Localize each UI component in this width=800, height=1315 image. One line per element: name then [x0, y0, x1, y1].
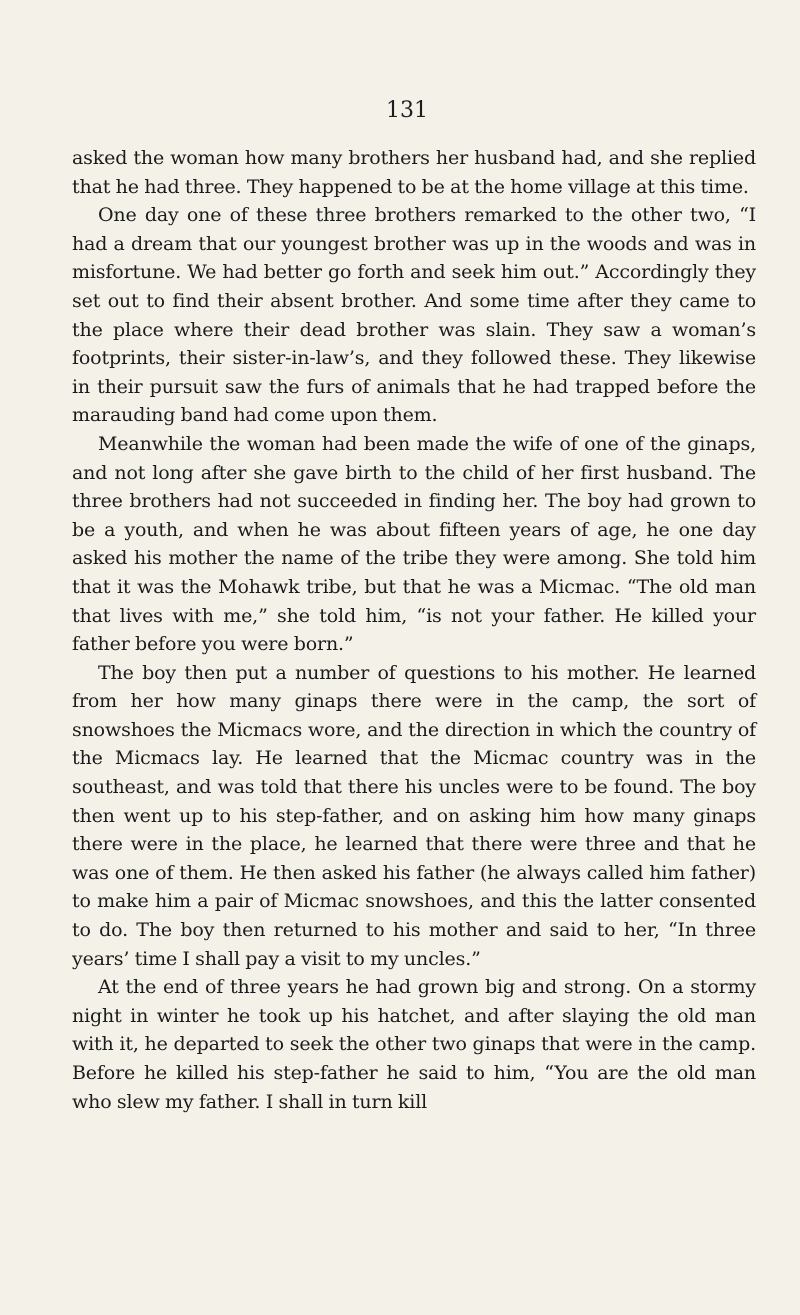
page-number: 131 — [386, 98, 428, 123]
paragraph-5: At the end of three years he had grown big and strong. On a stormy night in winter he took up his hatchet, and after slaying the old man with it, he departed to seek the other two ginaps that were in the camp. Before he killed his step-father he said to him, “You are the old man who slew my father. I shall in turn kill — [72, 976, 756, 1113]
paragraph-2: One day one of these three brothers remarked to the other two, “I had a dream that our youngest brother was up in the woods and was in misfortune. We had better go forth and seek him out.” Accordingly they set out to find their absent brother. And some time after they came to the place where their dead brother was slain. They saw a woman’s footprints, their sister-in-law’s, and they followed these. They likewise in their pursuit saw the furs of animals that he had trapped before the marauding band had come upon them. — [72, 204, 756, 427]
paragraph-3: Meanwhile the woman had been made the wife of one of the ginaps, and not long after she gave birth to the child of her first husband. The three brothers had not succeeded in finding her. The boy had grown to be a youth, and when he was about fifteen years of age, he one day asked his mother the name of the tribe they were among. She told him that it was the Mohawk tribe, but that he was a Micmac. “The old man that lives with me,” she told him, “is not your father. He killed your father before you were born.” — [72, 432, 756, 656]
paragraph-1: asked the woman how many brothers her husband had, and she replied that he had three. They happened to be at the home village at this time. — [72, 147, 756, 198]
paragraph-4: The boy then put a number of questions to his mother. He learned from her how many ginaps there were in the camp, the sort of snowshoes the Micmacs wore, and the direction in which the country of the Micmacs lay. He learned that the Micmac country was in the southeast, and was told that there his uncles were to be found. The boy then went up to his step-father, and on asking him how many ginaps there were in the place, he learned that there were three and that he was one of them. He then asked his father (he always called him father) to make him a pair of Micmac snowshoes, and this the latter consented to do. The boy then returned to his mother and said to her, “In three years’ time I shall pay a visit to my uncles.” — [72, 661, 756, 970]
page-text — [72, 144, 756, 1116]
